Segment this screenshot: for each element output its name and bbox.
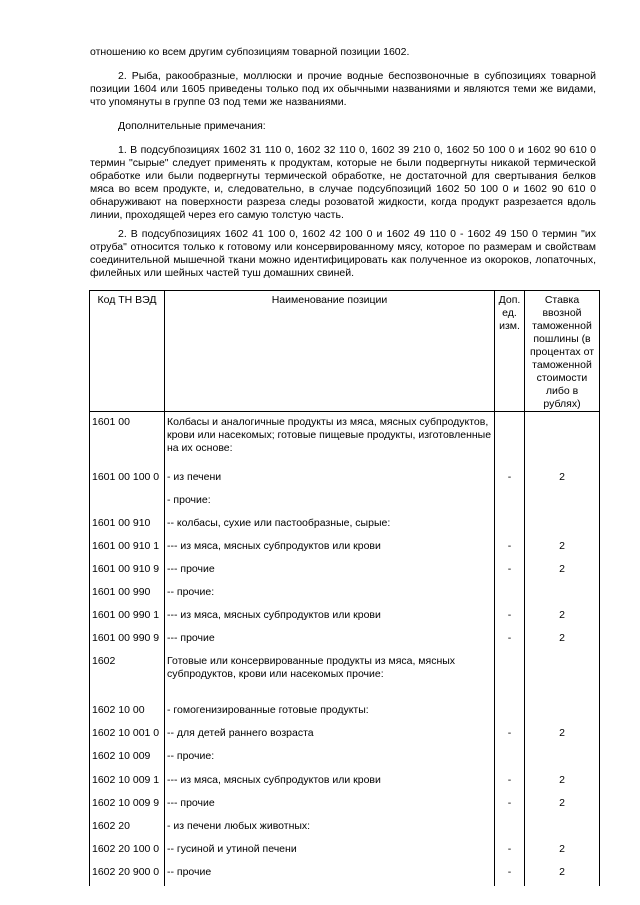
tariff-table [89,290,600,886]
cell-code: 1601 00 910 1 [90,537,165,560]
cell-code: 1602 [90,652,165,701]
cell-unit [495,514,525,537]
table-row [90,560,600,583]
header-rate: Ставка ввозной таможенной пошлины (в процентах от таможенной стоимости либо в рублях) [525,291,600,412]
table-row [90,817,600,840]
cell-name: --- из мяса, мясных субпродуктов или крови [165,537,495,560]
cell-name: --- прочие [165,629,495,652]
cell-code: 1602 20 900 0 [90,863,165,886]
cell-name: --- из мяса, мясных субпродуктов или крови [165,606,495,629]
table-body [90,412,600,887]
cell-name: -- гусиной и утиной печени [165,840,495,863]
cell-code: 1602 10 001 0 [90,724,165,747]
table-row [90,606,600,629]
cell-code: 1601 00 910 9 [90,560,165,583]
cell-code: 1601 00 [90,412,165,468]
cell-name: --- прочие [165,560,495,583]
cell-code: 1602 20 100 0 [90,840,165,863]
cell-unit: - [495,863,525,886]
cell-unit: - [495,794,525,817]
cell-rate: 2 [525,537,600,560]
cell-unit: - [495,724,525,747]
cell-name: Готовые или консервированные продукты из мяса, мясных субпродуктов, крови или насекомых прочие: [165,652,495,701]
cell-rate [525,583,600,606]
cell-name: -- прочие: [165,747,495,770]
cell-code: 1602 20 [90,817,165,840]
cell-rate: 2 [525,468,600,491]
cell-code: 1601 00 100 0 [90,468,165,491]
cell-rate: 2 [525,794,600,817]
cell-rate [525,491,600,514]
cell-rate: 2 [525,560,600,583]
table-header-row [90,291,600,412]
cell-rate: 2 [525,606,600,629]
cell-name: -- прочие: [165,583,495,606]
cell-unit: - [495,560,525,583]
cell-unit: - [495,537,525,560]
cell-unit: - [495,771,525,794]
cell-unit [495,583,525,606]
additional-notes-heading: Дополнительные примечания: [118,120,266,132]
cell-rate: 2 [525,863,600,886]
cell-rate: 2 [525,724,600,747]
cell-rate: 2 [525,629,600,652]
header-name: Наименование позиции [165,291,495,412]
table-row [90,771,600,794]
table-row [90,863,600,886]
cell-rate [525,747,600,770]
cell-name: - из печени [165,468,495,491]
cell-code: 1602 10 00 [90,701,165,724]
cell-code: 1601 00 910 [90,514,165,537]
table-row [90,794,600,817]
cell-rate [525,701,600,724]
cell-rate [525,514,600,537]
table-row [90,491,600,514]
cell-unit: - [495,840,525,863]
cell-name: - прочие: [165,491,495,514]
cell-unit: - [495,468,525,491]
cell-unit: - [495,606,525,629]
cell-unit [495,701,525,724]
table-row [90,468,600,491]
cell-code: 1601 00 990 1 [90,606,165,629]
cell-unit [495,652,525,701]
cell-code: 1602 10 009 9 [90,794,165,817]
table-row [90,747,600,770]
additional-note-1: 1. В подсубпозициях 1602 31 110 0, 1602 32 110 0, 1602 39 210 0, 1602 50 100 0 и 1602 90 610 0 термин "сырые" следует применять к продуктам, которые не были подвергнуты никакой термической обработке или были подвергнуты термической обработке, не достаточной для свертывания белков мяса во всем продукте, и, следовательно, в случае подсубпозиций 1602 50 100 0 и 1602 90 610 0 обнаруживают на поверхности разреза следы розоватой жидкости, когда продукт разрезается вдоль линии, проходящей через его самую толстую часть. [90,144,596,221]
table-row [90,583,600,606]
table-row [90,652,600,701]
cell-unit [495,817,525,840]
cell-code: 1601 00 990 9 [90,629,165,652]
cell-name: -- прочие [165,863,495,886]
cell-unit [495,747,525,770]
cell-name: - из печени любых животных: [165,817,495,840]
cell-name: -- для детей раннего возраста [165,724,495,747]
table-row [90,537,600,560]
cell-name: --- прочие [165,794,495,817]
additional-note-2: 2. В подсубпозициях 1602 41 100 0, 1602 42 100 0 и 1602 49 110 0 - 1602 49 150 0 термин "их отруба" относится только к готовому или консервированному мясу, которое по размерам и свойствам соединительной мышечной ткани можно идентифицировать как полученное из окороков, лопаточных, филейных или шейных частей туш домашних свиней. [90,228,596,279]
paragraph-continuation: отношению ко всем другим субпозициям товарной позиции 1602. [90,46,410,58]
note-2: 2. Рыба, ракообразные, моллюски и прочие водные беспозвоночные в субпозициях товарной позиции 1604 или 1605 приведены только под их обычными названиями и являются теми же видами, что упомянуты в группе 03 под теми же названиями. [90,70,596,108]
cell-unit: - [495,629,525,652]
cell-rate [525,412,600,468]
cell-rate: 2 [525,840,600,863]
cell-name: Колбасы и аналогичные продукты из мяса, мясных субпродуктов, крови или насекомых; готовые пищевые продукты, изготовленные на их основе: [165,412,495,468]
cell-rate [525,652,600,701]
cell-name: -- колбасы, сухие или пастообразные, сырые: [165,514,495,537]
cell-unit [495,491,525,514]
cell-unit [495,412,525,468]
cell-name: - гомогенизированные готовые продукты: [165,701,495,724]
table-row [90,724,600,747]
cell-code: 1601 00 990 [90,583,165,606]
cell-name: --- из мяса, мясных субпродуктов или крови [165,771,495,794]
table-row [90,514,600,537]
cell-rate [525,817,600,840]
table-row [90,701,600,724]
table-row [90,412,600,468]
cell-code: 1602 10 009 [90,747,165,770]
cell-code: 1602 10 009 1 [90,771,165,794]
header-unit: Доп. ед. изм. [495,291,525,412]
table-row [90,629,600,652]
cell-code [90,491,165,514]
table-row [90,840,600,863]
cell-rate: 2 [525,771,600,794]
header-code: Код ТН ВЭД [90,291,165,412]
